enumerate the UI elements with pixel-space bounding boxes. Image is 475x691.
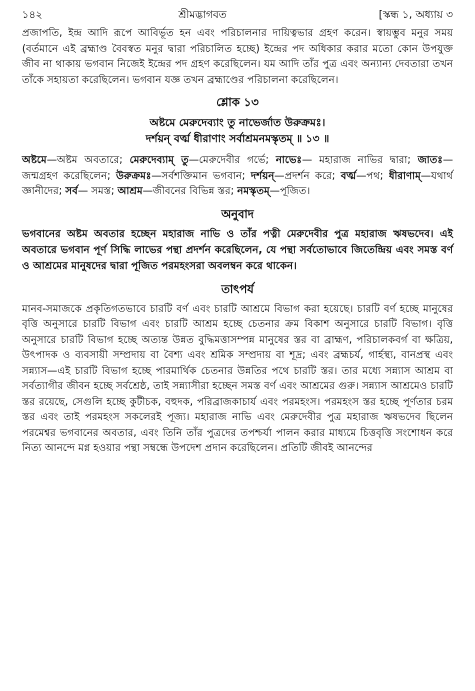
purport-heading: তাৎপর্য xyxy=(221,281,254,296)
synonym-word: উরুক্রমঃ xyxy=(116,170,152,182)
page-number: ১৪২ xyxy=(22,9,43,21)
book-title: শ্রীমদ্ভাগবত xyxy=(178,9,227,21)
chapter-reference: [স্কন্ধ ১, অধ্যায় ৩ xyxy=(378,9,453,21)
page-header xyxy=(22,8,453,26)
synonym-meaning: পথ xyxy=(366,170,380,182)
synonym-meaning: প্রদর্শন করে xyxy=(284,170,332,182)
synonym-meaning: জন্মগ্রহণ করেছিলেন xyxy=(22,170,108,182)
verse-line-1: অষ্টমে মেরুদেব্যাং তু নাভের্জাত উরুক্রমঃ। xyxy=(149,117,326,129)
verse-heading: শ্লোক ১৩ xyxy=(216,95,259,109)
synonym-meaning: মহারাজ নাভির দ্বারা xyxy=(319,155,408,166)
intro-paragraph: প্রজাপতি, ইন্দ্র আদি রূপে আবির্ভূত হন এবং পরিচালনার দায়িত্বভার গ্রহণ করেন। স্বায়ম্ভুব মনুর সময় (বর্তমানে এই ব্রহ্মাণ্ড বৈবস্বত মনুর দ্বারা পরিচালিত হচ্ছে) ইন্দ্রের পদ অধিকার করার মতো কোন উপযুক্ত জীব না থাকায় ভগবান নিজেই ইন্দ্রের পদ গ্রহণ করেছিলেন। যম আদি তাঁর পুত্র এবং অন্যান্য দেবতারা তখন তাঁকে সহায়তা করেছিলেন। ভগবান যজ্ঞ তখন ব্রহ্মাণ্ডের পরিচালনা করেছিলেন। xyxy=(22,28,453,86)
synonym-meaning: জীবনের বিভিন্ন স্তর xyxy=(152,186,231,197)
synonym-word: জাতঃ xyxy=(417,155,443,166)
translation-heading: অনুবাদ xyxy=(221,206,254,221)
synonym-meaning: সমস্ত xyxy=(91,186,111,197)
synonym-meaning: অষ্টম অবতারে xyxy=(56,155,120,166)
synonym-meaning: মেরুদেবীর গর্ভে xyxy=(198,155,266,166)
verse-line-2: দর্শয়ন্ বর্ত্ম ধীরাণাং সর্বাশ্রমনমস্কৃতম্ ॥ ১৩ ॥ xyxy=(145,133,330,145)
synonym-word: অষ্টমে xyxy=(22,155,47,166)
synonym-word: সর্ব xyxy=(65,186,78,197)
synonym-meaning: পূজিত xyxy=(279,186,307,197)
synonym-meaning: যথার্থ জ্ঞানীদের xyxy=(22,170,453,197)
synonym-meaning: সর্বশক্তিমান ভগবান xyxy=(161,170,242,182)
translation-text: ভগবানের অষ্টম অবতার হচ্ছেন মহারাজ নাভি ও তাঁর পত্নী মেরুদেবীর পুত্র মহারাজ ঋষভদেব। এই অবতারে ভগবান পূর্ণ সিদ্ধি লাভের পন্থা প্রদর্শন করেছিলেন, যে পন্থা সর্বতোভাবে জিতেন্দ্রিয় এবং সমস্ত বর্ণ ও আশ্রমের মানুষদের দ্বারা পূজিত পরমহংসরা অবলম্বন করে থাকেন। xyxy=(22,228,453,272)
purport-text: মানব-সমাজকে প্রকৃতিগতভাবে চারটি বর্ণ এবং চারটি আশ্রমে বিভাগ করা হয়েছে। চারটি বর্ণ হচ্ছে মানুষের বৃত্তি অনুসারে চারটি বিভাগ এবং চারটি আশ্রম হচ্ছে চেতনার ক্রম বিকাশ অনুসারে চারটি বিভাগ। বৃত্তি অনুসারে চারটি বিভাগ হচ্ছে অত্যন্ত উন্নত বুদ্ধিমত্তাসম্পন্ন মানুষের স্তর বা ব্রাহ্মণ, পরিচালকবর্গ বা ক্ষত্রিয়, উৎপাদক ও ব্যবসায়ী সম্প্রদায় বা বৈশ্য এবং শ্রমিক সম্প্রদায় বা শূদ্র; এবং ব্রহ্মচর্য, গার্হস্থ্য, বানপ্রস্থ এবং সন্ন্যাস—এই চারটি বিভাগ হচ্ছে পারমার্থিক চেতনার উন্নতির পথে চারটি স্তর। তার মধ্যে সন্ন্যাস আশ্রম বা সর্বত্যাগীর জীবন হচ্ছে সর্বশ্রেষ্ঠ, তাই সন্ন্যাসীরা হচ্ছেন সমস্ত বর্ণ এবং আশ্রমের গুরু। সন্ন্যাস আশ্রমেও চারটি স্তর রয়েছে, সেগুলি হচ্ছে কুটীচক, বহুদক, পরিব্রাজকাচার্য এবং পরমহংস। পরমহংস স্তর হচ্ছে পূর্ণতার চরম স্তর এবং তাই পরমহংস সকলেরই পূজ্য। মহারাজ নাভি এবং মেরুদেবীর পুত্র মহারাজ ঋষভদেব ছিলেন পরমেশ্বর ভগবানের অবতার, এবং তিনি তাঁর পুত্রদের তপশ্চর্যা পালন করার মাধ্যমে চিত্তবৃত্তি সংশোধন করে নিত্য আনন্দে মগ্ন হওয়ার পন্থা সম্বন্ধে উপদেশ প্রদান করেছিলেন। প্রতিটি জীবই আনন্দের xyxy=(22,303,453,454)
synonym-word: আশ্রম xyxy=(117,186,143,197)
synonym-word: দর্শয়ন্ xyxy=(250,170,275,182)
synonym-word: বর্ত্ম xyxy=(340,170,357,182)
synonym-word: মেরুদেব্যাম্ তু xyxy=(129,155,189,166)
synonym-word: ধীরাণাম্ xyxy=(388,170,421,182)
synonym-word: নাভেঃ xyxy=(275,155,302,166)
synonym-word: নমস্কৃতম্ xyxy=(237,186,270,197)
synonyms-block: অষ্টমে—অষ্টম অবতারে; মেরুদেব্যাম্ তু—মেরুদেবীর গর্ভে; নাভেঃ— মহারাজ নাভির দ্বারা; জাতঃ—জন্মগ্রহণ করেছিলেন; উরুক্রমঃ—সর্বশক্তিমান ভগবান; দর্শয়ন্—প্রদর্শন করে; বর্ত্ম—পথ; ধীরাণাম্—যথার্থ জ্ঞানীদের; সর্ব— সমস্ত; আশ্রম—জীবনের বিভিন্ন স্তর; নমস্কৃতম্—পূজিত। xyxy=(22,155,454,197)
